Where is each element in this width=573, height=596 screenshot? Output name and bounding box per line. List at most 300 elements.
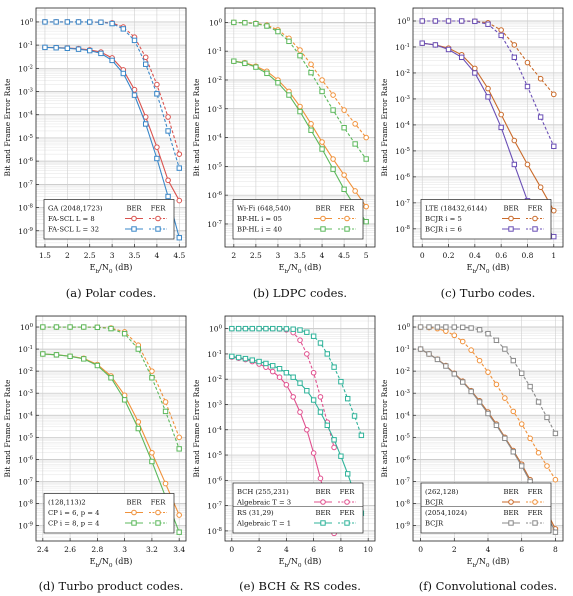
y-tick-label: $10^{-6}$ [395,455,410,465]
y-axis-label: Bit and Frame Error Rate [192,78,201,177]
data-point [150,369,155,374]
data-point [553,477,558,482]
data-point [339,454,343,458]
data-point [166,194,170,198]
y-tick-label: $10^{-1}$ [395,345,410,355]
data-point [257,359,261,363]
y-tick-label: $10^0$ [397,16,410,26]
y-tick-label: $10^{-3}$ [207,104,222,114]
data-point [512,162,516,166]
legend-label: BCJR [425,519,444,528]
y-tick-label: $10^{-5}$ [18,133,33,143]
legend-swatch-marker [509,521,513,525]
legend-swatch-marker [321,216,326,221]
legend-header-ber: BER [315,204,331,213]
legend-label: BCJR i = 5 [425,215,462,223]
data-point [305,352,310,357]
data-point [287,93,291,97]
data-point [309,62,314,67]
legend-swatch-marker [533,521,537,525]
data-point [95,363,99,367]
data-point [511,409,516,414]
x-tick-label: 1 [551,251,557,260]
data-point [320,78,325,83]
legend-title: LTE (18432,6144) [425,204,487,213]
legend [421,483,551,533]
y-tick-label: $10^{-4}$ [18,110,33,120]
y-tick-label: $10^{-6}$ [207,191,222,201]
y-tick-label: $10^{-3}$ [18,389,33,399]
data-point [512,55,516,59]
data-point [136,420,141,425]
data-point [291,327,295,331]
data-point [284,327,288,331]
data-point [420,41,424,45]
data-point [311,398,315,402]
data-point [298,48,303,53]
x-tick-label: 0.8 [521,251,534,260]
legend-swatch-marker [156,216,161,221]
x-tick-label: 5 [363,251,369,260]
data-point [364,204,369,209]
y-tick-label: $10^{-7}$ [18,477,33,487]
y-tick-label: $10^{-9}$ [18,226,33,236]
legend-header-fer: FER [339,488,355,496]
legend-label: BCJR [425,498,444,507]
x-tick-label: 10 [363,545,373,554]
data-point [276,29,280,33]
data-point [486,331,490,335]
y-tick-label: $10^{-8}$ [18,499,33,509]
data-point [520,371,524,375]
legend-swatch-marker [156,510,161,515]
data-point [325,352,329,356]
data-point [353,122,358,127]
data-point [166,115,171,120]
legend-swatch-marker [132,510,137,515]
data-point [265,71,269,75]
data-point [298,328,302,332]
data-point [236,355,240,359]
data-point [311,334,315,338]
data-point [545,464,550,469]
data-point [528,436,533,441]
data-point [68,325,72,329]
data-point [230,326,234,330]
data-point [525,60,530,65]
legend-swatch-marker [509,500,514,505]
data-point [503,396,508,401]
data-point [277,375,282,380]
y-tick-label: $10^{-7}$ [207,501,222,511]
data-point [284,371,288,375]
data-point [446,47,450,51]
data-point [150,376,154,380]
y-tick-label: $10^{-1}$ [395,42,410,52]
data-point [88,48,92,52]
legend-label: (2054,1024) [425,509,468,517]
legend-label: CP i = 8, p = 4 [48,519,100,528]
data-point [271,364,275,368]
x-tick-label: 0 [229,545,235,554]
legend [421,200,551,240]
data-point [110,21,114,25]
legend-header-fer: FER [150,204,166,213]
chart-panel-4 [192,316,375,593]
data-point [271,326,275,330]
data-point [461,325,465,329]
y-tick-label: $10^0$ [20,323,33,333]
data-point [150,459,154,463]
data-point [122,398,126,402]
y-axis-label: Bit and Frame Error Rate [380,379,389,478]
data-point [318,410,322,414]
data-point [264,361,268,365]
x-tick-label: 6 [311,545,317,554]
y-tick-label: $10^{-3}$ [18,87,33,97]
data-point [525,84,529,88]
data-point [155,145,160,150]
legend-title: GA (2048,1723) [48,204,103,213]
x-tick-label: 2.4 [36,545,49,554]
x-tick-label: 2.5 [83,251,96,260]
data-point [277,367,281,371]
y-tick-label: $10^{-1}$ [207,47,222,57]
legend-header-fer: FER [527,204,543,213]
data-point [143,55,148,60]
legend-label: BCH (255,231) [237,488,289,496]
data-point [435,357,439,361]
data-point [82,325,86,329]
data-point [265,24,269,28]
data-point [364,157,368,161]
data-point [331,93,336,98]
y-tick-label: $10^{-9}$ [18,521,33,531]
data-point [364,135,369,140]
data-point [276,81,280,85]
y-axis-label: Bit and Frame Error Rate [3,78,12,177]
data-point [342,126,346,130]
legend [233,483,363,533]
data-point [43,45,47,49]
data-point [254,22,258,26]
data-point [136,426,140,430]
legend-swatch-marker [345,227,349,231]
data-point [136,347,140,351]
x-tick-label: 3 [109,251,115,260]
y-tick-label: $10^0$ [209,324,222,334]
legend-swatch-marker [132,227,136,231]
data-point [342,108,347,113]
legend-header-fer: FER [339,509,355,517]
data-point [460,339,465,344]
x-tick-label: 4 [319,251,325,260]
data-point [477,358,482,363]
data-point [359,433,363,437]
chart-panel-0 [3,8,186,300]
y-tick-label: $10^{-1}$ [207,349,222,359]
x-axis-label: $E_b/N_0$ (dB) [89,557,133,569]
x-axis-label: $E_b/N_0$ (dB) [466,557,510,569]
data-point [243,21,247,25]
legend-swatch-marker [132,521,136,525]
data-point [427,352,431,356]
data-point [342,187,346,191]
data-point [469,348,474,353]
data-point [486,411,490,415]
data-point [166,129,170,133]
data-point [298,53,302,57]
x-tick-label: 6 [519,545,525,554]
x-axis-label: $E_b/N_0$ (dB) [89,263,133,275]
data-point [305,389,309,393]
data-point [494,382,499,387]
data-point [305,427,310,432]
x-axis-label: $E_b/N_0$ (dB) [278,557,322,569]
data-point [95,325,99,329]
data-point [331,108,335,112]
data-point [243,326,247,330]
data-point [309,70,313,74]
y-tick-label: $10^{-5}$ [207,162,222,172]
x-tick-label: 2.6 [64,545,77,554]
data-point [311,451,316,456]
data-point [177,198,182,203]
data-point [250,358,254,362]
data-point [346,472,350,476]
legend-swatch-marker [345,216,350,221]
legend [233,200,363,240]
legend-swatch-marker [156,227,160,231]
y-tick-label: $10^0$ [397,323,410,333]
data-point [232,20,236,24]
data-point [121,27,125,31]
x-tick-label: 3.5 [294,251,306,260]
data-point [109,376,113,380]
y-tick-label: $10^{-3}$ [207,400,222,410]
data-point [552,234,556,238]
data-point [298,381,302,385]
y-tick-label: $10^{-5}$ [395,146,410,156]
y-tick-label: $10^{-6}$ [18,157,33,167]
data-point [54,353,58,357]
chart-caption: (c) Turbo codes. [440,286,536,300]
data-point [525,162,530,167]
data-point [132,38,136,42]
chart-caption: (b) LDPC codes. [252,286,348,300]
x-tick-label: 3 [275,251,281,260]
data-point [551,92,556,97]
data-point [82,357,86,361]
x-tick-label: 0 [418,545,423,554]
y-tick-label: $10^{-2}$ [18,367,33,377]
x-tick-label: 0.4 [468,251,481,260]
legend-label: Algebraic T = 1 [237,519,292,528]
legend-title: (128,113)2 [48,498,86,507]
x-tick-label: 1.5 [38,251,51,260]
chart-caption: (a) Polar codes. [65,286,157,300]
data-point [166,178,171,183]
x-tick-label: 8 [338,545,344,554]
data-point [342,173,347,178]
data-point [41,325,45,329]
data-point [122,331,126,335]
y-tick-label: $10^{-5}$ [18,433,33,443]
data-point [264,326,268,330]
legend-swatch-marker [533,500,538,505]
data-point [277,327,281,331]
y-tick-label: $10^{-1}$ [18,345,33,355]
x-tick-label: 3 [122,545,128,554]
legend-label: Algebraic T = 3 [237,498,292,507]
y-tick-label: $10^{-6}$ [18,455,33,465]
data-point [499,28,504,33]
x-tick-label: 4 [154,251,160,260]
x-tick-label: 2.8 [91,545,104,554]
chart-caption: (d) Turbo product codes. [38,579,184,593]
x-tick-label: 8 [553,545,558,554]
legend-header-ber: BER [315,488,331,496]
x-tick-label: 2 [256,545,262,554]
data-point [320,147,324,151]
data-point [452,333,457,338]
data-point [444,325,448,329]
data-point [305,330,309,334]
y-tick-label: $10^{-3}$ [395,94,410,104]
data-point [68,354,72,358]
data-point [177,152,182,157]
chart-panel-2 [380,8,563,300]
data-point [427,325,431,329]
legend-header-ber: BER [503,509,519,517]
data-point [346,396,350,400]
data-point [486,86,491,91]
data-point [236,326,240,330]
data-point [318,395,323,400]
legend-label: FA-SCL L = 32 [48,225,100,234]
data-point [519,422,524,427]
chart-panel-1 [192,8,375,300]
y-tick-label: $10^{-4}$ [18,411,33,421]
data-point [320,140,325,145]
data-point [243,61,247,65]
y-axis-label: Bit and Frame Error Rate [3,379,12,478]
data-point [155,156,159,160]
legend-label: BP-HL i = 05 [237,215,282,223]
data-point [76,20,80,24]
x-tick-label: 2.5 [249,251,262,260]
data-point [54,325,58,329]
x-tick-label: 2 [64,251,70,260]
data-point [155,92,159,96]
data-point [177,447,181,451]
data-point [486,95,490,99]
data-point [110,58,114,62]
data-point [250,326,254,330]
data-point [243,356,247,360]
data-point [433,43,437,47]
data-point [298,104,303,109]
y-tick-label: $10^{-8}$ [395,224,410,234]
data-point [144,62,148,66]
data-point [528,384,532,388]
data-point [144,122,148,126]
legend-swatch-marker [156,521,160,525]
data-point [270,369,275,374]
legend [44,200,174,240]
data-point [499,33,503,37]
data-point [177,513,182,518]
legend-header-ber: BER [126,204,142,213]
y-tick-label: $10^{-5}$ [207,451,222,461]
data-point [163,409,167,413]
data-point [553,530,557,534]
legend-label: BCJR i = 6 [425,225,462,234]
data-point [459,55,463,59]
data-point [43,20,47,24]
data-point [177,236,181,240]
y-tick-label: $10^{-5}$ [395,433,410,443]
data-point [99,20,103,24]
y-tick-label: $10^{-7}$ [395,477,410,487]
series-line-0 [422,43,554,210]
data-point [287,39,291,43]
x-tick-label: 4.5 [173,251,186,260]
data-point [512,43,517,48]
data-point [298,410,303,415]
data-point [494,338,498,342]
data-point [332,365,336,369]
data-point [459,19,463,23]
data-point [291,395,296,400]
data-point [433,19,437,23]
data-point [177,166,181,170]
legend-swatch-marker [321,500,326,505]
data-point [284,383,289,388]
y-tick-label: $10^{-4}$ [207,133,222,143]
legend-swatch-marker [533,227,537,231]
legend [44,494,174,534]
data-point [109,326,113,330]
legend-swatch-marker [321,521,325,525]
data-point [150,450,155,455]
y-tick-label: $10^{-2}$ [207,375,222,385]
data-point [511,358,515,362]
data-point [311,370,316,375]
x-tick-label: 3.5 [128,251,141,260]
data-point [309,122,314,127]
data-point [545,415,549,419]
legend-label: CP i = 6, p = 4 [48,509,100,517]
y-tick-label: $10^0$ [209,18,222,28]
data-point [473,66,478,71]
data-point [469,326,473,330]
data-point [511,450,515,454]
data-point [551,208,556,213]
data-point [420,19,424,23]
y-tick-label: $10^{-8}$ [18,203,33,213]
legend-swatch-marker [132,216,137,221]
x-axis-label: $E_b/N_0$ (dB) [466,263,510,275]
x-axis-label: $E_b/N_0$ (dB) [278,263,322,275]
data-point [444,364,448,368]
data-point [499,125,503,129]
y-tick-label: $10^{-2}$ [207,75,222,85]
data-point [503,347,507,351]
data-point [257,326,261,330]
legend-header-fer: FER [527,509,543,517]
data-point [331,167,335,171]
